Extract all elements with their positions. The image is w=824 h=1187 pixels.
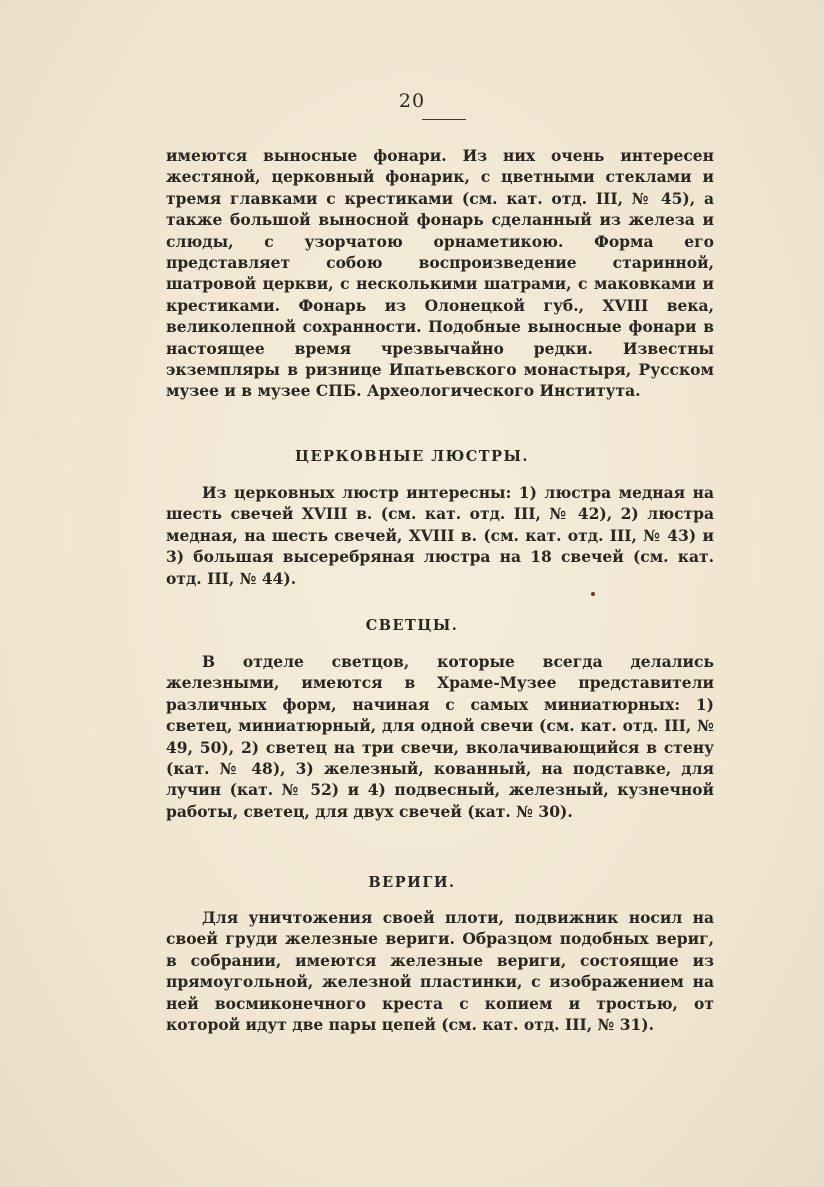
- ink-speck: [591, 592, 595, 596]
- paragraph-lanterns: имеются выносные фонари. Из них очень интересен жестяной, церковный фонарик, с цветными стеклами и тремя главками с крестиками (см. кат. отд. III, № 45), а также большой выносной фонарь сделанный из железа и слюды, с узорчатою орнаметикою. Форма его представляет собою воспроизведение старинной, шатровой церкви, с несколькими шатрами, с маковками и крестиками. Фонарь из Олонецкой губ., XVIII века, великолепной сохранности. Подобные выносные фонари в настоящее время чрезвычайно редки. Известны экземпляры в ризнице Ипатьевского монастыря, Русском музее и в музее СПБ. Археологического Института.: [166, 146, 714, 401]
- page-number: 20: [398, 90, 426, 112]
- paragraph-chandeliers: Из церковных люстр интересны: 1) люстра медная на шесть свечей XVIII в. (см. кат. отд. III, № 42), 2) люстра медная, на шесть свечей, XVIII в. (см. кат. отд. III, № 43) и 3) большая высеребряная люстра на 18 свечей (см. кат. отд. III, № 44).: [166, 483, 714, 588]
- heading-chandeliers: ЦЕРКОВНЫЕ ЛЮСТРЫ.: [295, 448, 529, 465]
- page-number-rule: [422, 119, 466, 120]
- heading-verigi: ВЕРИГИ.: [368, 874, 456, 891]
- paragraph-svettsy: В отделе светцов, которые всегда делались железными, имеются в Храме-Музее представители различных форм, начиная с самых миниатюрных: 1) светец, миниатюрный, для одной свечи (см. кат. отд. III, № 49, 50), 2) светец на три свечи, вколачивающийся в стену (кат. № 48), 3) железный, кованный, на подставке, для лучин (кат. № 52) и 4) подвесный, железный, кузнечной работы, светец, для двух свечей (кат. № 30).: [166, 652, 714, 821]
- heading-svettsy: СВЕТЦЫ.: [365, 617, 459, 634]
- paragraph-verigi: Для уничтожения своей плоти, подвижник носил на своей груди железные вериги. Образцом подобных вериг, в собрании, имеются железные вериги, состоящие из прямоугольной, железной пластинки, с изображением на ней восмиконечного креста с копием и тростью, от которой идут две пары цепей (см. кат. отд. III, № 31).: [166, 908, 714, 1035]
